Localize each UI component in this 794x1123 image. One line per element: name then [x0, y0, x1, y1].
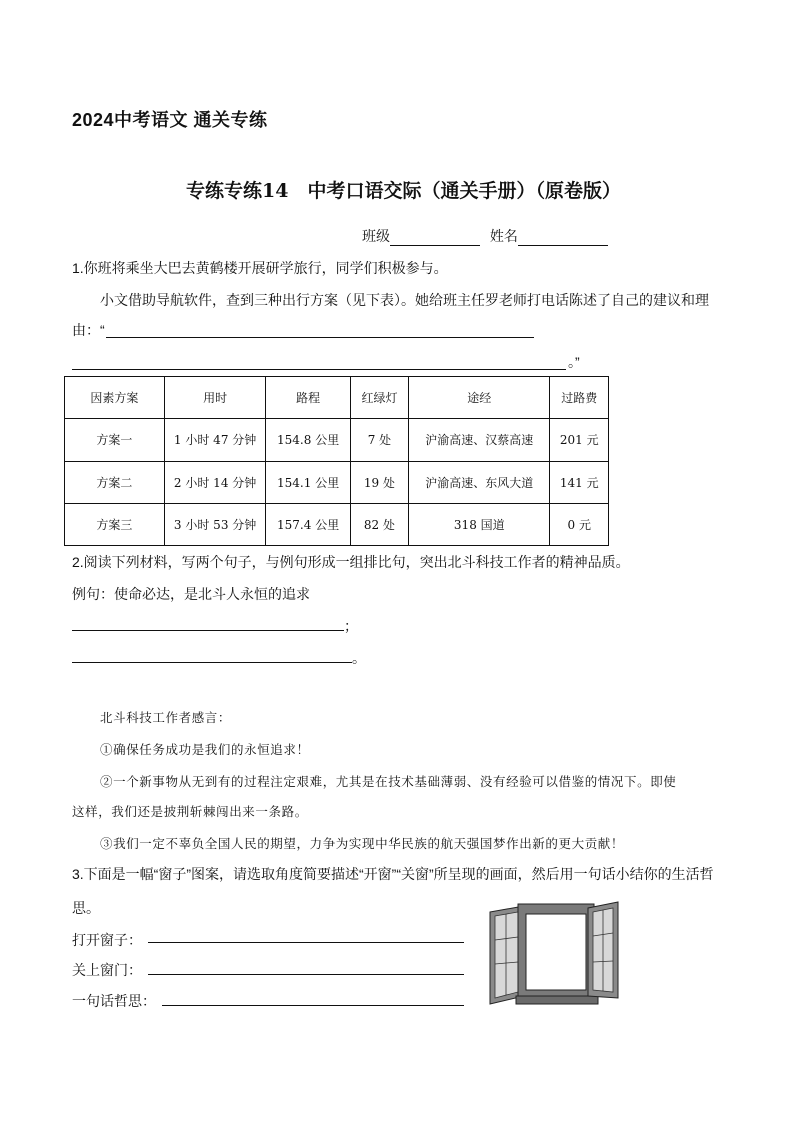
open-window-answer-line[interactable] — [148, 942, 464, 943]
table-cell: 318 国道 — [409, 503, 550, 545]
class-label: 班级 — [362, 228, 390, 244]
q3-text-line1: 3.下面是一幅“窗子”图案，请选取角度简要描述“开窗”“关窗”所呈现的画面，然后用一句话小结你的生活哲 — [72, 866, 714, 882]
q2-period: 。 — [352, 650, 366, 666]
class-name-line — [362, 226, 608, 246]
header-cell: 途经 — [409, 377, 550, 419]
q2-example: 例句：使命必达，是北斗人永恒的追求 — [72, 586, 310, 602]
page-header: 2024中考语文 通关专练 — [72, 110, 268, 130]
close-window-label: 关上窗门： — [72, 962, 142, 978]
q2-answer-line-2[interactable] — [72, 662, 352, 663]
table-header-row — [65, 377, 609, 419]
table-cell: 方案二 — [65, 461, 165, 503]
q1-quote-end: 。” — [568, 354, 580, 370]
table-cell: 154.8 公里 — [266, 419, 350, 461]
table-cell: 沪渝高速、汉蔡高速 — [409, 419, 550, 461]
table-cell: 方案三 — [65, 503, 165, 545]
q2-semicolon: ； — [344, 618, 358, 634]
class-blank[interactable] — [390, 231, 480, 246]
material-item-3: ③我们一定不辜负全国人民的期望，力争为实现中华民族的航天强国梦作出新的更大贡献！ — [100, 836, 625, 851]
q1-paragraph-line1: 小文借助导航软件，查到三种出行方案（见下表）。她给班主任罗老师打电话陈述了自己的建议和理 — [100, 292, 709, 308]
table-cell: 2 小时 14 分钟 — [164, 461, 266, 503]
q1-paragraph-line2 — [72, 320, 105, 340]
table-cell: 3 小时 53 分钟 — [164, 503, 266, 545]
table-cell: 82 处 — [350, 503, 408, 545]
summary-answer-line[interactable] — [162, 1005, 464, 1006]
table-cell: 方案一 — [65, 419, 165, 461]
material-item-2-line1: ②一个新事物从无到有的过程注定艰难，尤其是在技术基础薄弱、没有经验可以借鉴的情况下。即使 — [100, 774, 677, 789]
header-cell: 路程 — [266, 377, 350, 419]
table-cell: 0 元 — [550, 503, 609, 545]
table-cell: 141 元 — [550, 461, 609, 503]
window-frame — [516, 904, 598, 1004]
table-cell: 19 处 — [350, 461, 408, 503]
header-cell: 用时 — [164, 377, 266, 419]
table-row — [65, 419, 609, 461]
page-title: 专练专练14 中考口语交际（通关手册）（原卷版） — [186, 180, 621, 202]
table-row — [65, 461, 609, 503]
open-window-label: 打开窗子： — [72, 932, 142, 948]
table-cell: 201 元 — [550, 419, 609, 461]
close-window-answer-line[interactable] — [148, 974, 464, 975]
q1-text: 1.你班将乘坐大巴去黄鹤楼开展研学旅行，同学们积极参与。 — [72, 260, 448, 276]
table-cell: 7 处 — [350, 419, 408, 461]
material-item-2-line2: 这样，我们还是披荆斩棘闯出来一条路。 — [72, 804, 308, 819]
header-cell: 红绿灯 — [350, 377, 408, 419]
table-cell: 1 小时 47 分钟 — [164, 419, 266, 461]
q2-answer-line-1[interactable] — [72, 630, 344, 631]
right-shutter — [588, 902, 618, 998]
q2-text: 2.阅读下列材料，写两个句子，与例句形成一组排比句，突出北斗科技工作者的精神品质。 — [72, 554, 630, 570]
material-item-1: ①确保任务成功是我们的永恒追求！ — [100, 742, 310, 757]
material-title: 北斗科技工作者感言： — [100, 710, 232, 725]
table-row — [65, 503, 609, 545]
q1-answer-line-2[interactable] — [72, 369, 566, 370]
table-cell: 157.4 公里 — [266, 503, 350, 545]
name-label: 姓名 — [489, 228, 518, 244]
q1-reason-start: 由：“ — [72, 322, 105, 338]
table-cell: 沪渝高速、东风大道 — [409, 461, 550, 503]
header-cell: 过路费 — [550, 377, 609, 419]
q1-answer-line-1[interactable] — [106, 337, 534, 338]
route-table — [64, 376, 609, 546]
name-blank[interactable] — [518, 231, 608, 246]
window-illustration — [488, 900, 620, 1008]
summary-label: 一句话哲思： — [72, 993, 156, 1009]
q3-text-line2: 思。 — [72, 900, 100, 916]
table-cell: 154.1 公里 — [266, 461, 350, 503]
header-cell: 因素方案 — [65, 377, 165, 419]
